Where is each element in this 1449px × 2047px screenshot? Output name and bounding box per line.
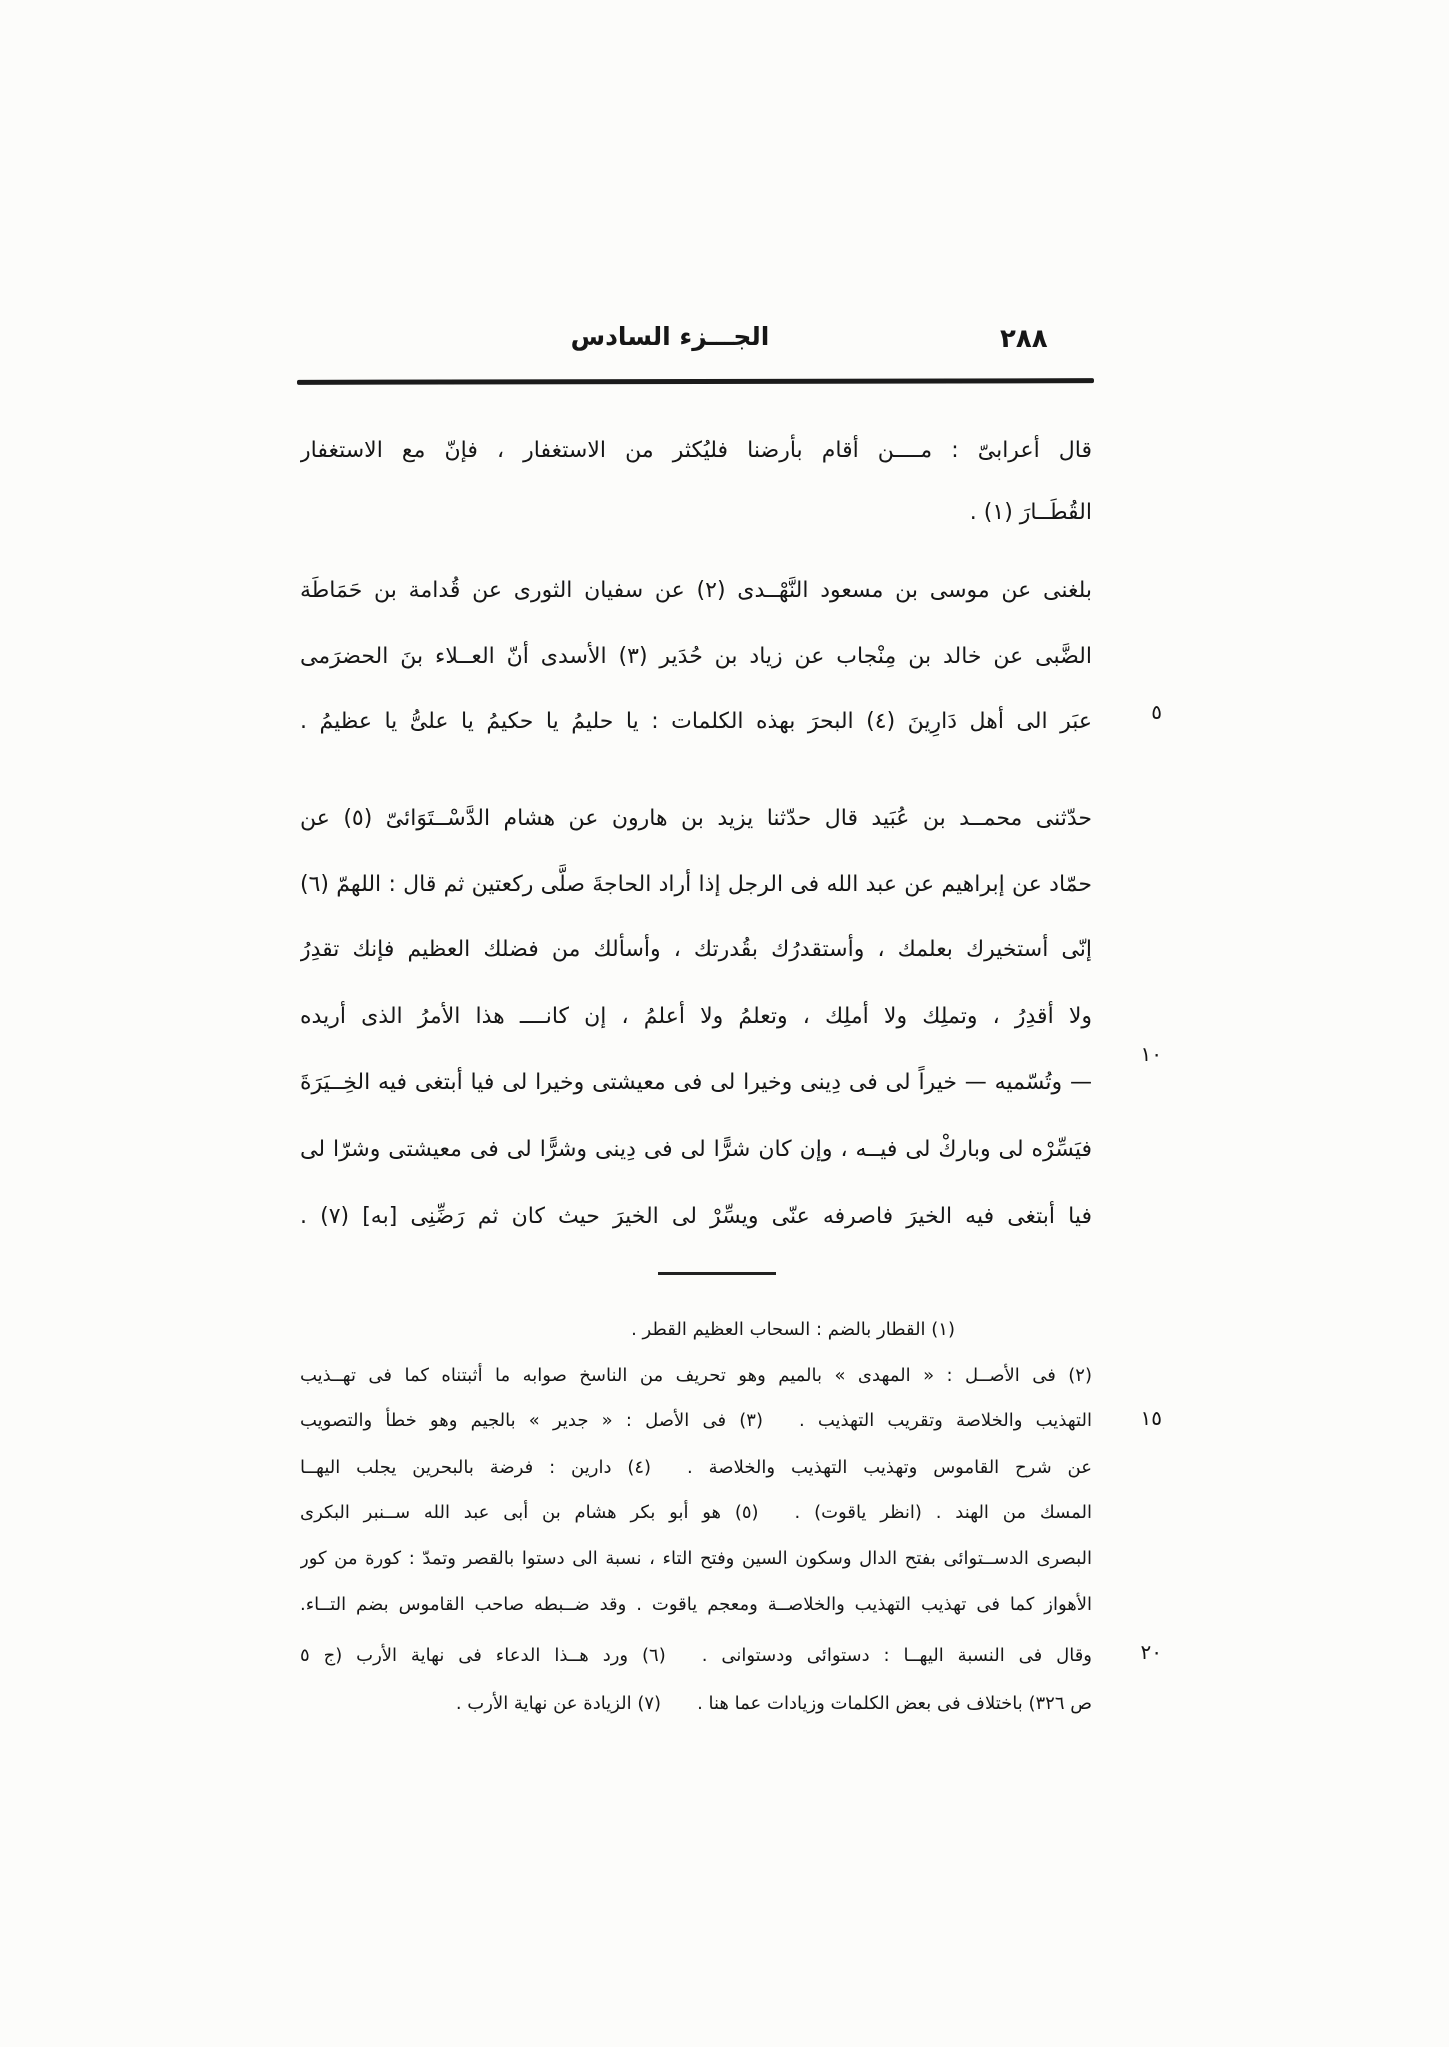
main-text-line: عبَر الى أهل دَارِينَ (٤) البحرَ بهذه الكلمات : يا حليمُ يا حكيمُ يا علىُّ يا عظيمُ . xyxy=(300,709,1092,734)
main-text-line: — وتُسّميه — خيراً لى فى دِينى وخيرا لى فى معيشتى وخيرا لى فيا أبتغى فيه الخِــيَرَةَ xyxy=(300,1070,1092,1095)
main-text-line: قال أعرابىّ : مــــن أقام بأرضنا فليُكثر من الاستغفار ، فإنّ مع الاستغفار xyxy=(300,438,1092,463)
margin-line-number: ١٠ xyxy=(1140,1042,1162,1066)
footnote-line: (١) القطار بالضم : السحاب العظيم القطر . xyxy=(631,1319,955,1340)
main-text-line: القُطَــارَ (١) . xyxy=(969,500,1092,525)
footnote-line: وقال فى النسبة اليهــا : دستوائى ودستوانى . (٦) ورد هــذا الدعاء فى نهاية الأرب (ج ٥ xyxy=(300,1645,1092,1666)
main-text-line: بلغنى عن موسى بن مسعود النَّهْــدى (٢) عن سفيان الثورى عن قُدامة بن حَمَاطَة xyxy=(300,578,1092,603)
footnote-line: عن شرح القاموس وتهذيب التهذيب والخلاصة . (٤) دارين : فرضة بالبحرين يجلب اليهــا xyxy=(300,1457,1092,1478)
header-rule xyxy=(297,378,1094,385)
volume-title: الجـــزء السادس xyxy=(570,322,770,351)
main-text-line: حدّثنى محمــد بن عُبَيد قال حدّثنا يزيد بن هارون عن هشام الدَّسْــتَوَائىّ (٥) عن xyxy=(300,806,1092,831)
main-text-line: ولا أقدِرُ ، وتملِك ولا أملِك ، وتعلمُ ولا أعلمُ ، إن كانــــ هذا الأمرُ الذى أريده xyxy=(300,1004,1092,1029)
page-number: ٢٨٨ xyxy=(1000,324,1048,354)
margin-line-number: ٥ xyxy=(1151,700,1162,724)
footnote-line: التهذيب والخلاصة وتقريب التهذيب . (٣) فى الأصل : « جدير » بالجيم وهو خطأ والتصويب xyxy=(300,1410,1092,1431)
main-text-line: حمّاد عن إبراهيم عن عبد الله فى الرجل إذا أراد الحاجةَ صلَّى ركعتين ثم قال : اللهمّ (٦) xyxy=(300,872,1092,897)
margin-line-number: ١٥ xyxy=(1140,1406,1162,1430)
main-text-line: فيَسِّرْه لى وباركْ لى فيــه ، وإن كان شرًّا لى فى دِينى وشرًّا لى فى معيشتى وشرّا لى xyxy=(300,1137,1092,1162)
margin-line-number: ٢٠ xyxy=(1140,1640,1162,1664)
main-text-line: فيا أبتغى فيه الخيرَ فاصرفه عنّى ويسِّرْ لى الخيرَ حيث كان ثم رَضِّنِى [به] (٧) . xyxy=(300,1204,1092,1229)
footnote-line: الأهواز كما فى تهذيب التهذيب والخلاصــة ومعجم ياقوت . وقد ضــبطه صاحب القاموس بضم التــاء. xyxy=(300,1594,1092,1615)
main-text-line: الضَّبى عن خالد بن مِنْجاب عن زياد بن حُدَير (٣) الأسدى أنّ العــلاء بنَ الحضرَمى xyxy=(300,644,1092,669)
footnote-line: البصرى الدســتوائى بفتح الدال وسكون السين وفتح التاء ، نسبة الى دستوا بالقصر وتمدّ : كورة من كور xyxy=(300,1548,1092,1569)
footnote-line: (٢) فى الأصــل : « المهدى » بالميم وهو تحريف من الناسخ صوابه ما أثبتناه كما فى تهــذيب xyxy=(300,1365,1092,1386)
footnote-line: المسك من الهند . (انظر ياقوت) . (٥) هو أبو بكر هشام بن أبى عبد الله ســنبر البكرى xyxy=(300,1502,1092,1523)
footnote-line: ص ٣٢٦) باختلاف فى بعض الكلمات وزيادات عما هنا . (٧) الزيادة عن نهاية الأرب . xyxy=(455,1693,1092,1714)
footnote-separator-rule xyxy=(658,1272,776,1275)
main-text-line: إنّى أستخيرك بعلمك ، وأستقدرُك بقُدرتك ، وأسألك من فضلك العظيم فإنك تقدِرُ xyxy=(300,937,1092,962)
